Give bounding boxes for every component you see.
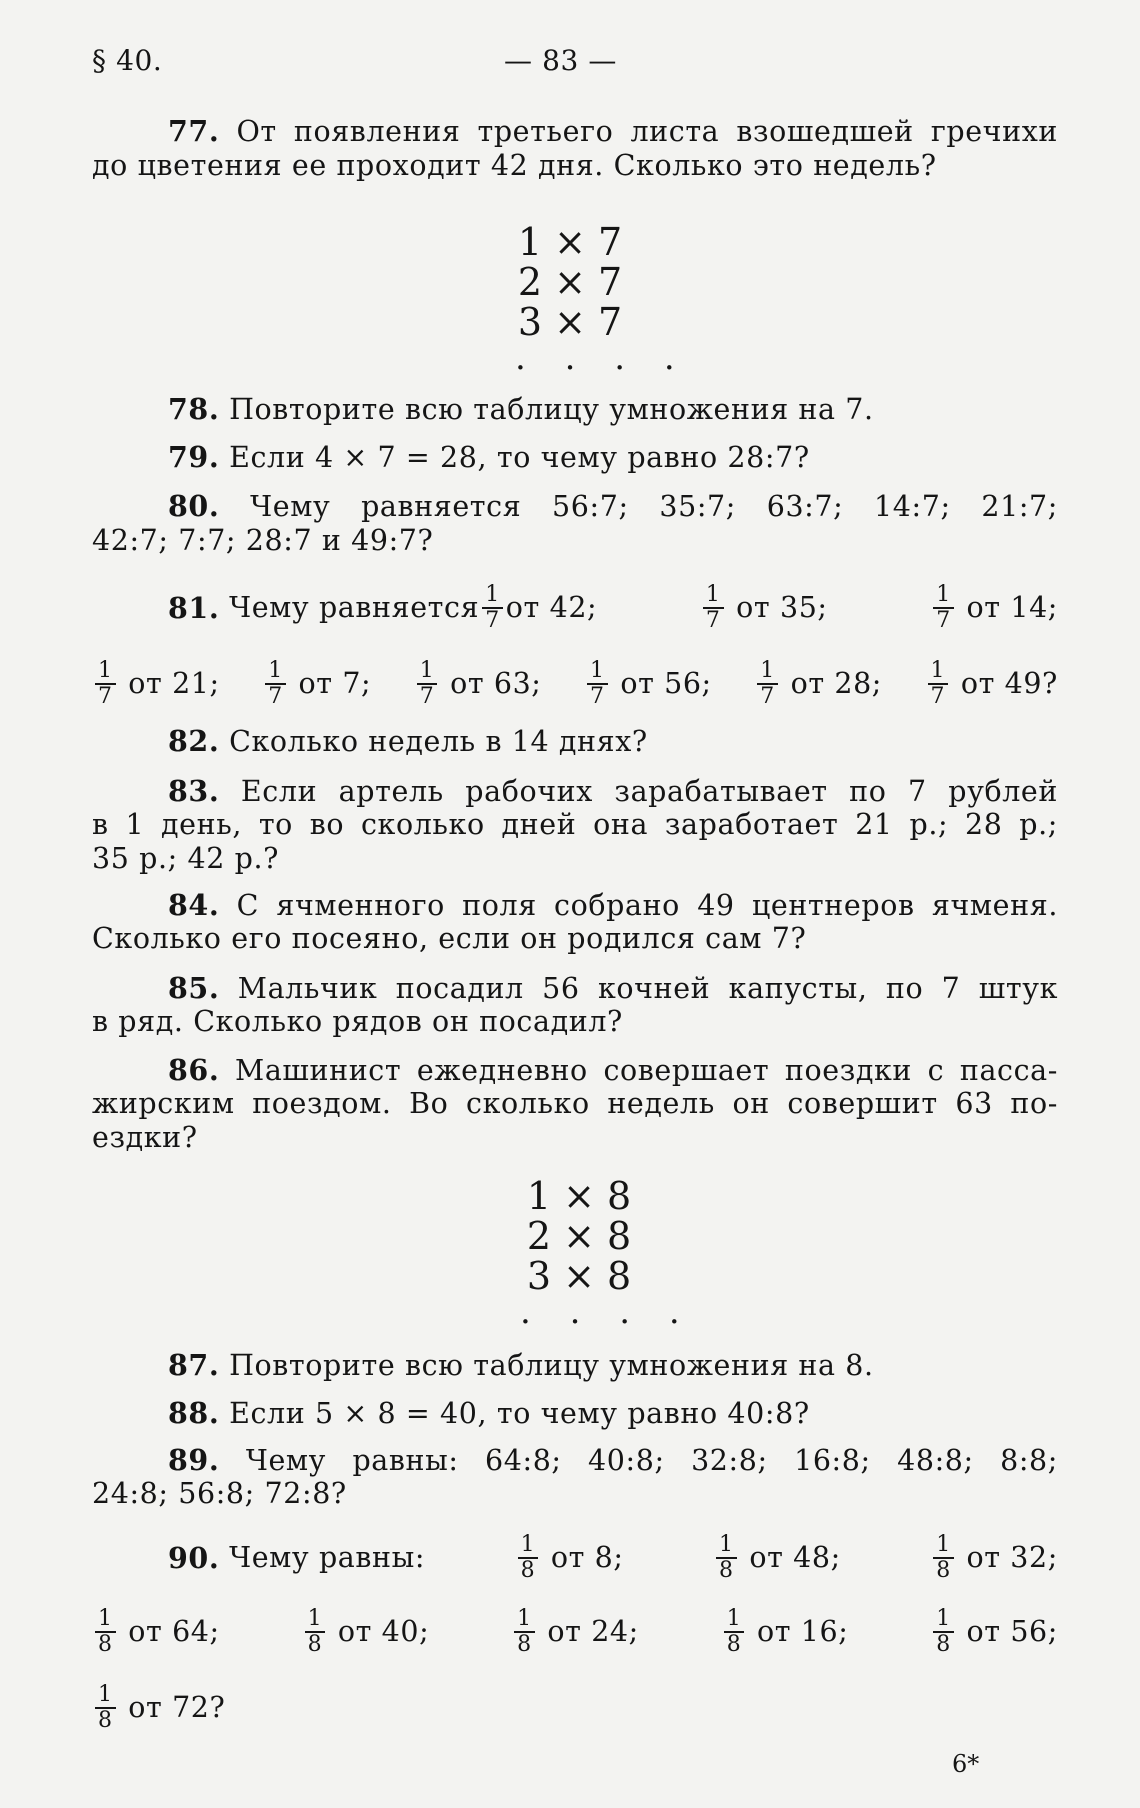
fraction [514,1607,535,1657]
fraction [933,1607,954,1657]
problem-text: от 21; [128,667,220,700]
problem-86-line-2: жирским поездом. Во сколько недель он совершит 63 по- [92,1087,1058,1120]
fraction [933,583,954,633]
problem-text: Если 5 × 8 = 40, то чему равно 40:8? [229,1397,810,1430]
frac-den: 8 [719,1558,734,1583]
term [930,583,1058,633]
problem-88 [92,1396,1058,1431]
frac-den: 8 [307,1632,323,1657]
frac-num: 1 [716,1533,737,1559]
frac-num: 1 [265,659,286,685]
page-number: — 83 — [504,44,618,77]
mult-row: 3 × 8 [526,1254,632,1298]
frac-den: 7 [930,684,946,709]
problem-89-line-2: 24:8; 56:8; 72:8? [92,1477,347,1510]
fraction [265,659,286,709]
problem-83-line-1 [92,774,1058,809]
problem-text: От появления третьего листа взошедшей гречихи [236,115,1058,148]
frac-num: 1 [933,1533,954,1559]
term [713,1533,841,1583]
problem-number: 77. [168,114,220,148]
mult-row: 2 × 8 [526,1214,632,1258]
section-label: § 40. [92,44,163,77]
frac-num: 1 [757,659,778,685]
problem-81-line-2 [92,656,1058,712]
frac-num: 1 [933,1607,954,1633]
frac-num: 1 [928,659,949,685]
problem-number: 84. [168,888,220,922]
frac-den: 7 [590,684,605,709]
problem-number: 78. [168,392,220,426]
fraction [716,1533,737,1583]
problem-86-line-3: ездки? [92,1121,198,1154]
frac-num: 1 [482,583,503,609]
problem-text: от 8; [550,1541,624,1574]
problem-text: С ячменного поля собрано 49 центнеров ячменя. [236,889,1058,922]
problem-text: Чему равны: 64:8; 40:8; 32:8; 16:8; 48:8; 8:8; [245,1444,1058,1477]
problem-text: Если 4 × 7 = 28, то чему равно 28:7? [229,441,810,474]
fraction [933,1533,954,1583]
problem-80-line-2: 42:7; 7:7; 28:7 и 49:7? [92,524,434,557]
problem-text: от 72? [128,1691,226,1724]
frac-num: 1 [95,659,116,685]
problem-83-line-2: в 1 день, то во сколько дней она заработает 21 р.; 28 р.; [92,808,1058,841]
problem-number: 86. [168,1053,220,1087]
problem-86-line-1 [92,1053,1058,1088]
frac-num: 1 [417,659,438,685]
problem-text: Чему равняется [229,591,480,624]
problem-text: от 40; [337,1615,430,1648]
frac-den: 7 [485,608,500,633]
problem-number: 89. [168,1443,220,1477]
frac-den: 7 [936,608,951,633]
frac-num: 1 [95,1607,116,1633]
frac-num: 1 [518,1533,539,1559]
term [930,1607,1058,1657]
problem-77-line-1 [92,114,1058,149]
fraction [928,659,949,709]
frac-den: 8 [517,1632,532,1657]
problem-text: от 63; [450,667,542,700]
term [754,659,882,709]
problem-number: 80. [168,489,220,523]
problem-text: Повторите всю таблицу умножения на 7. [229,393,874,426]
problem-number: 87. [168,1348,220,1382]
problem-text: от 24; [547,1615,639,1648]
problem-90-lead [168,1541,425,1575]
mult-row: 2 × 7 [517,260,623,304]
problem-text: от 64; [128,1615,220,1648]
problem-text: от 28; [790,667,883,700]
frac-num: 1 [933,583,954,609]
frac-num: 1 [587,659,608,685]
frac-den: 8 [98,1708,113,1733]
frac-den: 7 [705,608,721,633]
problem-85-line-1 [92,971,1058,1006]
problem-number: 85. [168,971,220,1005]
problem-78 [92,392,1058,427]
problem-text: Чему равняется 56:7; 35:7; 63:7; 14:7; 21:7; [250,490,1058,523]
term [721,1607,849,1657]
problem-number: 82. [168,724,220,758]
term [515,1533,624,1583]
fraction [95,659,116,709]
frac-num: 1 [703,583,724,609]
term [930,1533,1058,1583]
problem-80-line-1 [92,489,1058,524]
problem-77-line-2: до цветения ее проходит 42 дня. Сколько это недель? [92,149,937,182]
fraction [95,1607,116,1657]
problem-text: Повторите всю таблицу умножения на 8. [229,1349,874,1382]
term [92,1683,225,1733]
fraction [417,659,438,709]
frac-den: 8 [726,1632,742,1657]
term [262,659,371,709]
fraction [518,1533,539,1583]
frac-num: 1 [724,1607,745,1633]
fraction [724,1607,745,1657]
problem-text: Машинист ежедневно совершает поездки с пасса- [235,1054,1058,1087]
problem-number: 83. [168,774,220,808]
frac-den: 7 [268,684,283,709]
problem-90-line-3 [92,1680,1058,1736]
frac-den: 7 [760,684,775,709]
problem-84-line-1 [92,888,1058,923]
problem-83-line-3: 35 р.; 42 р.? [92,842,279,875]
problem-text: Если артель рабочих зарабатывает по 7 рублей [240,775,1058,808]
term [302,1607,430,1657]
problem-81-lead [168,583,597,633]
problem-90-line-1 [168,1530,1058,1586]
frac-num: 1 [95,1683,116,1709]
fraction [95,1683,116,1733]
problem-90-line-2 [92,1604,1058,1660]
fraction [703,583,724,633]
problem-text: от 56; [966,1615,1058,1648]
term [584,659,712,709]
frac-den: 8 [936,1632,951,1657]
problem-number: 81. [168,591,220,625]
signature-mark: 6* [952,1750,980,1778]
problem-85-line-2: в ряд. Сколько рядов он посадил? [92,1005,623,1038]
problem-82 [92,724,1058,759]
problem-text: Сколько недель в 14 днях? [229,725,648,758]
problem-84-line-2: Сколько его посеяно, если он родился сам 7? [92,922,807,955]
problem-text: от 42; [505,591,598,624]
term [414,659,542,709]
mult-row: 1 × 8 [526,1174,632,1218]
problem-89-line-1 [92,1443,1058,1478]
fraction [757,659,778,709]
problem-text: Чему равны: [229,1541,426,1574]
term [925,659,1058,709]
problem-81-line-1 [168,580,1058,636]
frac-num: 1 [514,1607,535,1633]
frac-den: 7 [419,684,435,709]
frac-num: 1 [305,1607,326,1633]
problem-number: 79. [168,440,220,474]
problem-text: от 35; [736,591,828,624]
problem-text: от 49? [960,667,1058,700]
problem-87 [92,1348,1058,1383]
problem-text: от 14; [966,591,1058,624]
mult-row: 1 × 7 [517,220,623,264]
problem-text: Мальчик посадил 56 кочней капусты, по 7 штук [237,972,1058,1005]
problem-number: 90. [168,1541,220,1575]
problem-text: от 56; [620,667,712,700]
fraction [305,1607,326,1657]
problem-number: 88. [168,1396,220,1430]
problem-text: от 32; [966,1541,1058,1574]
frac-den: 8 [936,1558,951,1583]
term [700,583,828,633]
problem-79 [92,440,1058,475]
continuation-dots: . . . . [520,1292,694,1332]
continuation-dots: . . . . [515,338,689,378]
term [511,1607,639,1657]
fraction [587,659,608,709]
problem-text: от 16; [756,1615,849,1648]
frac-den: 8 [520,1558,536,1583]
frac-den: 8 [98,1632,113,1657]
problem-text: от 48; [749,1541,841,1574]
problem-text: от 7; [298,667,372,700]
fraction [482,583,503,633]
mult-row: 3 × 7 [517,300,623,344]
frac-den: 7 [98,684,113,709]
term [92,1607,220,1657]
term [92,659,220,709]
